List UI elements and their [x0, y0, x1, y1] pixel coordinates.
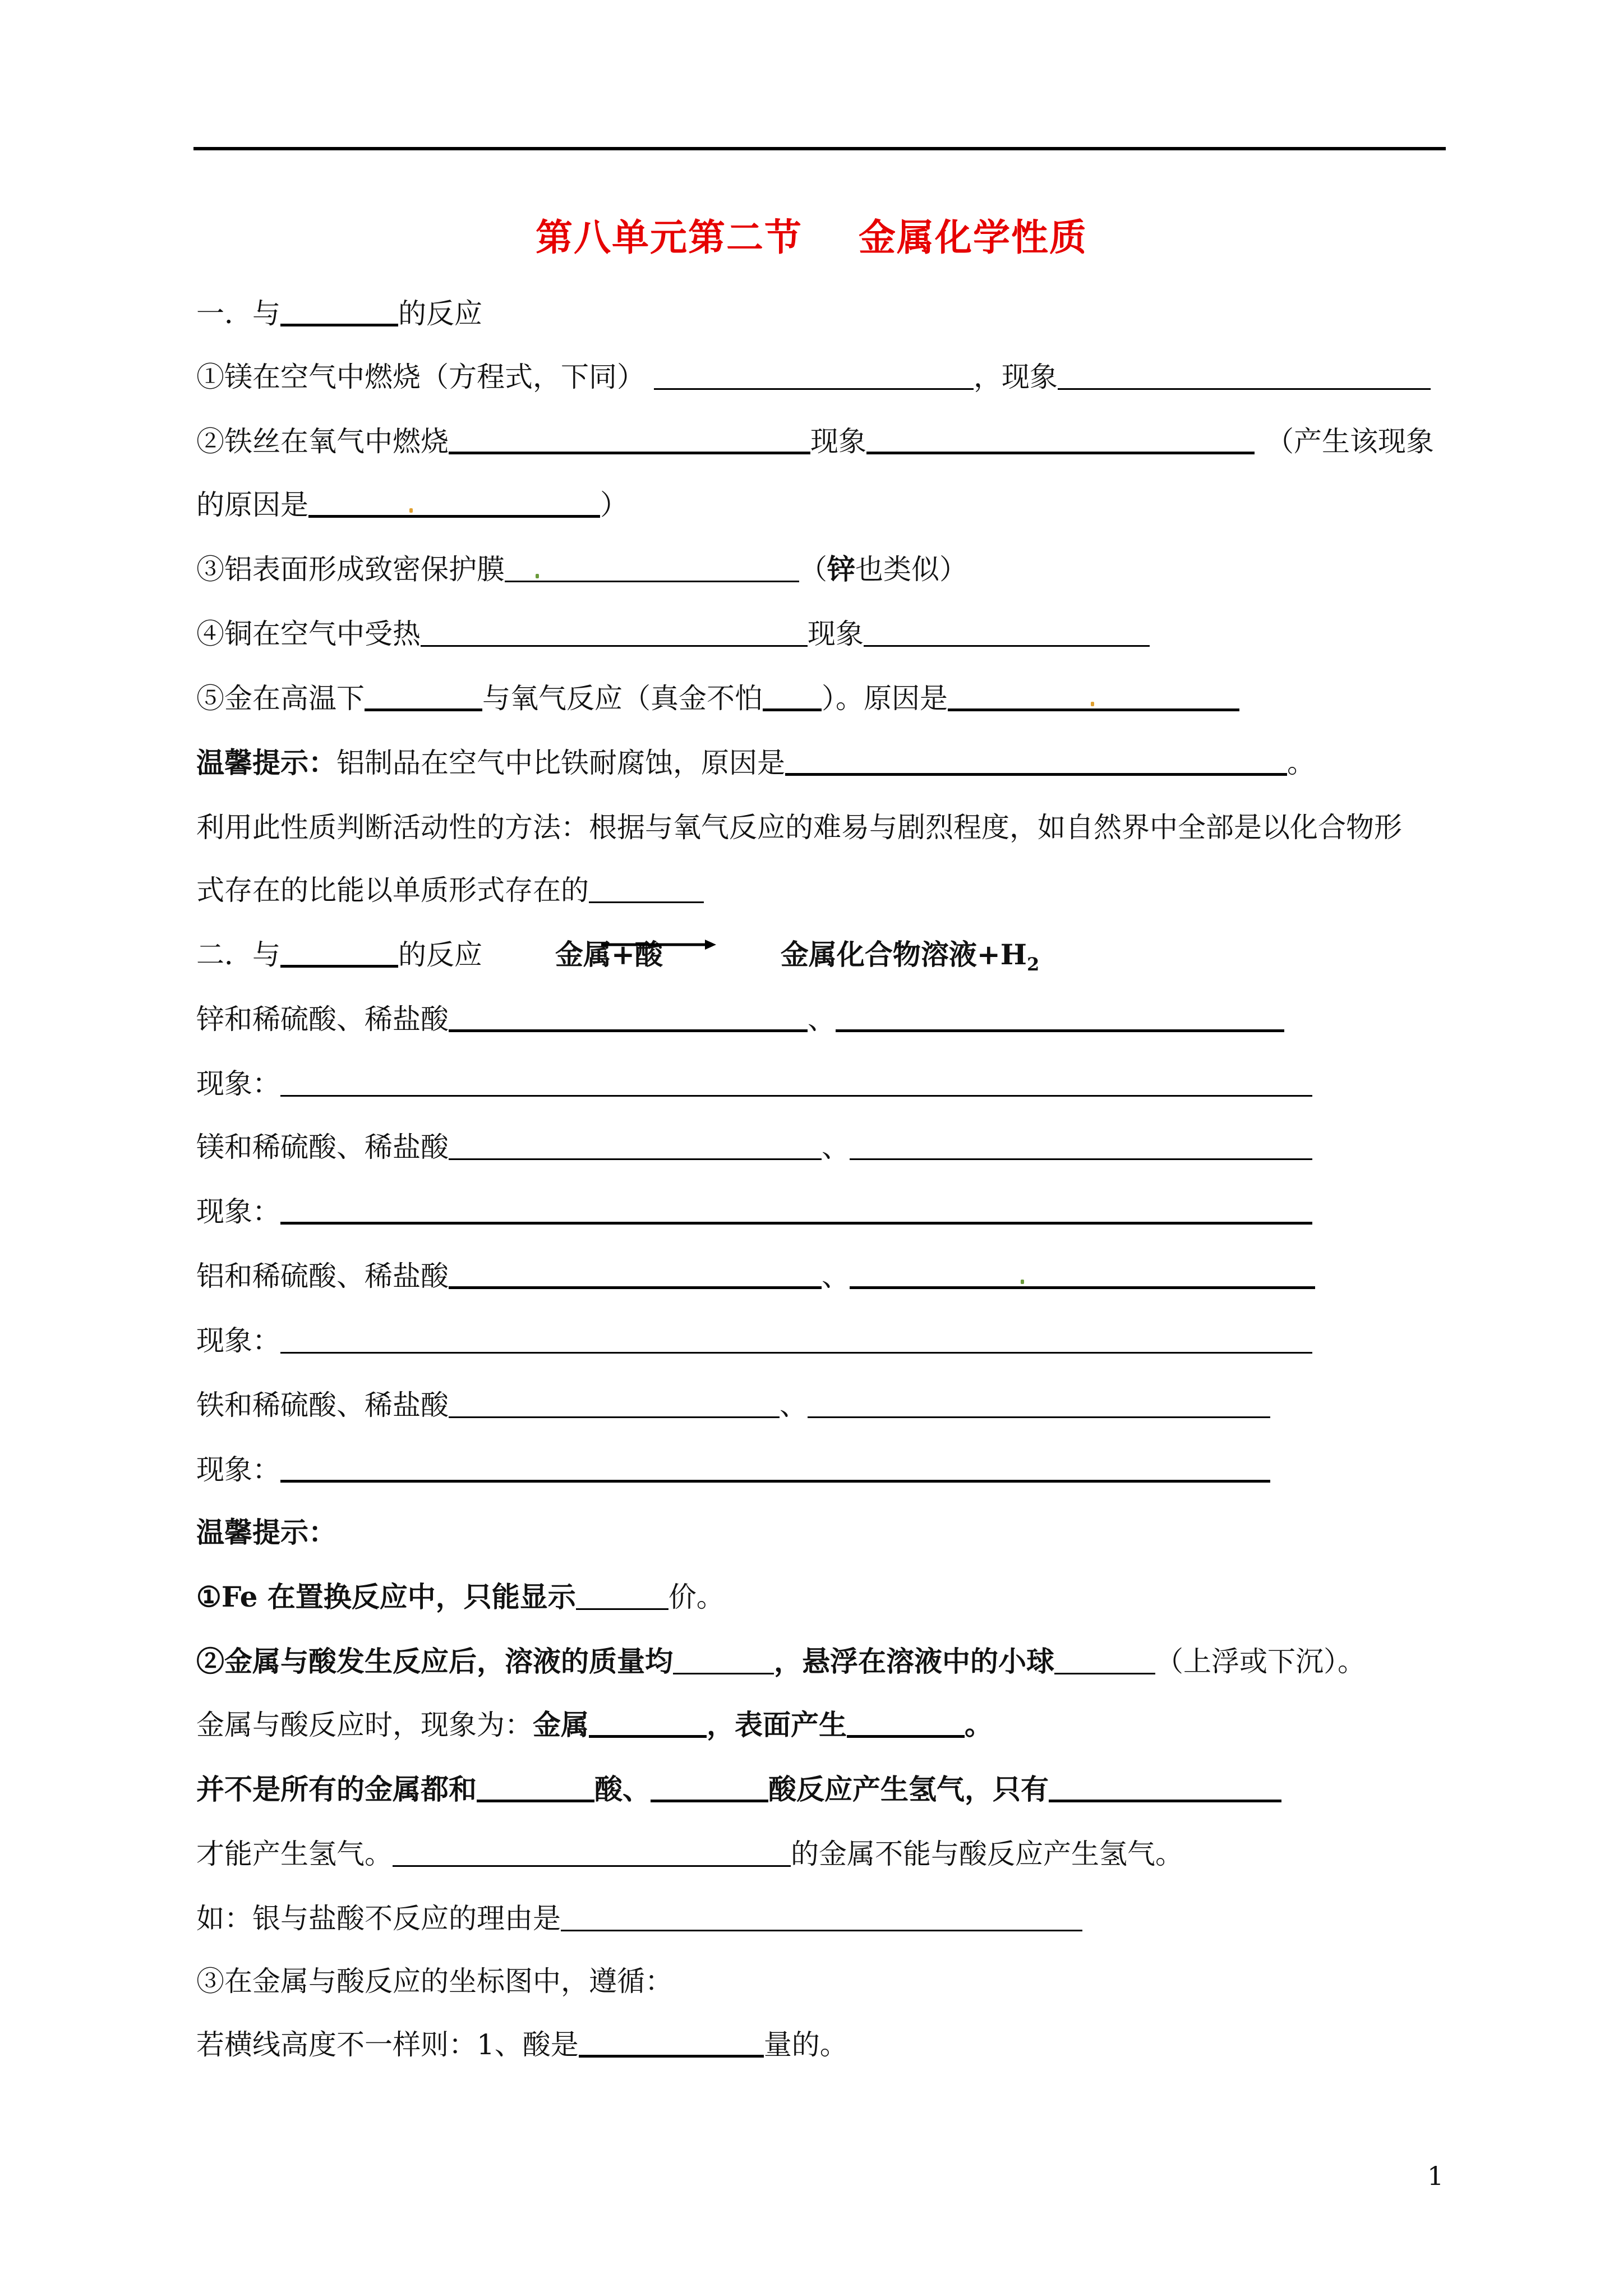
blank[interactable] — [651, 1773, 768, 1802]
tip-silver: 如：银与盐酸不反应的理由是 — [196, 1901, 1082, 1936]
blank[interactable] — [561, 1903, 1082, 1931]
tip-not-all-metals: 并不是所有的金属都和 酸、 酸反应产生氢气，只有 — [196, 1772, 1281, 1807]
section2-heading: 二．与 的反应 金属+酸 金属化合物溶液$+H_2$ — [196, 938, 1040, 975]
blank[interactable] — [477, 1773, 594, 1802]
zinc-acid-line: 锌和稀硫酸、稀盐酸 、 — [196, 1001, 1284, 1037]
blank[interactable] — [948, 682, 1239, 711]
title-part1: 第八单元第二节 — [536, 215, 803, 259]
tips-label: 温馨提示： — [196, 1516, 336, 1549]
blank[interactable] — [850, 1259, 1315, 1289]
page-number: 1 — [1427, 2161, 1444, 2191]
tip-horizontal-line: 若横线高度不一样则：1、酸是 量的。 — [196, 2028, 848, 2061]
line-iron-wire: ②铁丝在氧气中燃烧 现象 （产生该现象 — [196, 425, 1434, 458]
blank[interactable] — [589, 875, 704, 903]
line-reason: 的原因是 ） — [196, 489, 628, 521]
line-gold: ⑤金在高温下 与氧气反应（真金不怕 ）。原因是 — [196, 680, 1239, 716]
blank[interactable] — [1054, 1646, 1155, 1674]
blank[interactable] — [785, 746, 1287, 776]
blank[interactable] — [449, 1389, 780, 1418]
blank[interactable] — [449, 425, 810, 454]
blank[interactable] — [280, 1068, 1312, 1097]
blank[interactable] — [365, 682, 482, 711]
blank[interactable] — [847, 1708, 965, 1738]
iron-phenomenon: 现象： — [196, 1452, 1270, 1488]
page-title — [0, 208, 1623, 261]
blank[interactable] — [280, 1453, 1270, 1483]
blank[interactable] — [579, 2028, 764, 2058]
tip-hydrogen: 才能产生氢气。 的金属不能与酸反应产生氢气。 — [196, 1838, 1183, 1870]
activity-method-line1: 利用此性质判断活动性的方法：根据与氧气反应的难易与剧烈程度，如自然界中全部是以化合物形 — [196, 811, 1402, 844]
blank[interactable] — [449, 1259, 822, 1289]
blank[interactable] — [1058, 361, 1431, 390]
blank[interactable] — [280, 1325, 1312, 1354]
blank[interactable] — [864, 618, 1150, 647]
reaction-arrow — [663, 946, 781, 968]
aluminum-acid-line: 铝和稀硫酸、稀盐酸 、 — [196, 1258, 1315, 1294]
blank[interactable] — [576, 1581, 668, 1610]
blank[interactable] — [763, 682, 822, 711]
blank[interactable] — [308, 488, 600, 518]
header-rule — [193, 147, 1446, 150]
iron-acid-line: 铁和稀硫酸、稀盐酸 、 — [196, 1387, 1270, 1423]
blank[interactable] — [808, 1389, 1270, 1418]
blank[interactable] — [449, 1131, 822, 1160]
blank[interactable] — [393, 1838, 791, 1867]
blank[interactable] — [654, 361, 974, 390]
tip-fe-valence: ①Fe 在置换反应中，只能显示 价。 — [196, 1580, 725, 1613]
blank[interactable] — [673, 1646, 774, 1674]
section1-heading: 一．与 的反应 — [196, 297, 482, 330]
zinc-phenomenon: 现象： — [196, 1066, 1312, 1102]
blank[interactable] — [1049, 1773, 1281, 1802]
blank[interactable] — [589, 1708, 707, 1738]
blank[interactable] — [280, 297, 398, 326]
blank[interactable] — [280, 1195, 1312, 1225]
title-part2: 金属化学性质 — [859, 215, 1087, 259]
tip-solution-mass: ②金属与酸发生反应后，溶液的质量均 ，悬浮在溶液中的小球 （上浮或下沉）。 — [196, 1645, 1366, 1678]
blank[interactable] — [505, 554, 799, 582]
tip-aluminum: 温馨提示：铝制品在空气中比铁耐腐蚀，原因是 。 — [196, 746, 1315, 779]
tip-phenomenon: 金属与酸反应时，现象为：金属 ，表面产生 。 — [196, 1708, 993, 1741]
blank[interactable] — [866, 425, 1255, 454]
magnesium-acid-line: 镁和稀硫酸、稀盐酸 、 — [196, 1129, 1312, 1165]
blank[interactable] — [280, 938, 398, 968]
line-magnesium: ①镁在空气中燃烧（方程式，下同） ，现象 — [196, 359, 1431, 395]
line-copper: ④铜在空气中受热 现象 — [196, 616, 1150, 652]
magnesium-phenomenon: 现象： — [196, 1194, 1312, 1230]
activity-method-line2: 式存在的比能以单质形式存在的 — [196, 872, 704, 908]
line-aluminum-film: ③铝表面形成致密保护膜 （锌也类似） — [196, 553, 967, 586]
aluminum-phenomenon: 现象： — [196, 1323, 1312, 1359]
blank[interactable] — [449, 1002, 808, 1032]
blank[interactable] — [421, 618, 808, 647]
blank[interactable] — [836, 1002, 1284, 1032]
tip-graph: ③在金属与酸反应的坐标图中，遵循： — [196, 1965, 673, 1998]
blank[interactable] — [850, 1131, 1312, 1160]
